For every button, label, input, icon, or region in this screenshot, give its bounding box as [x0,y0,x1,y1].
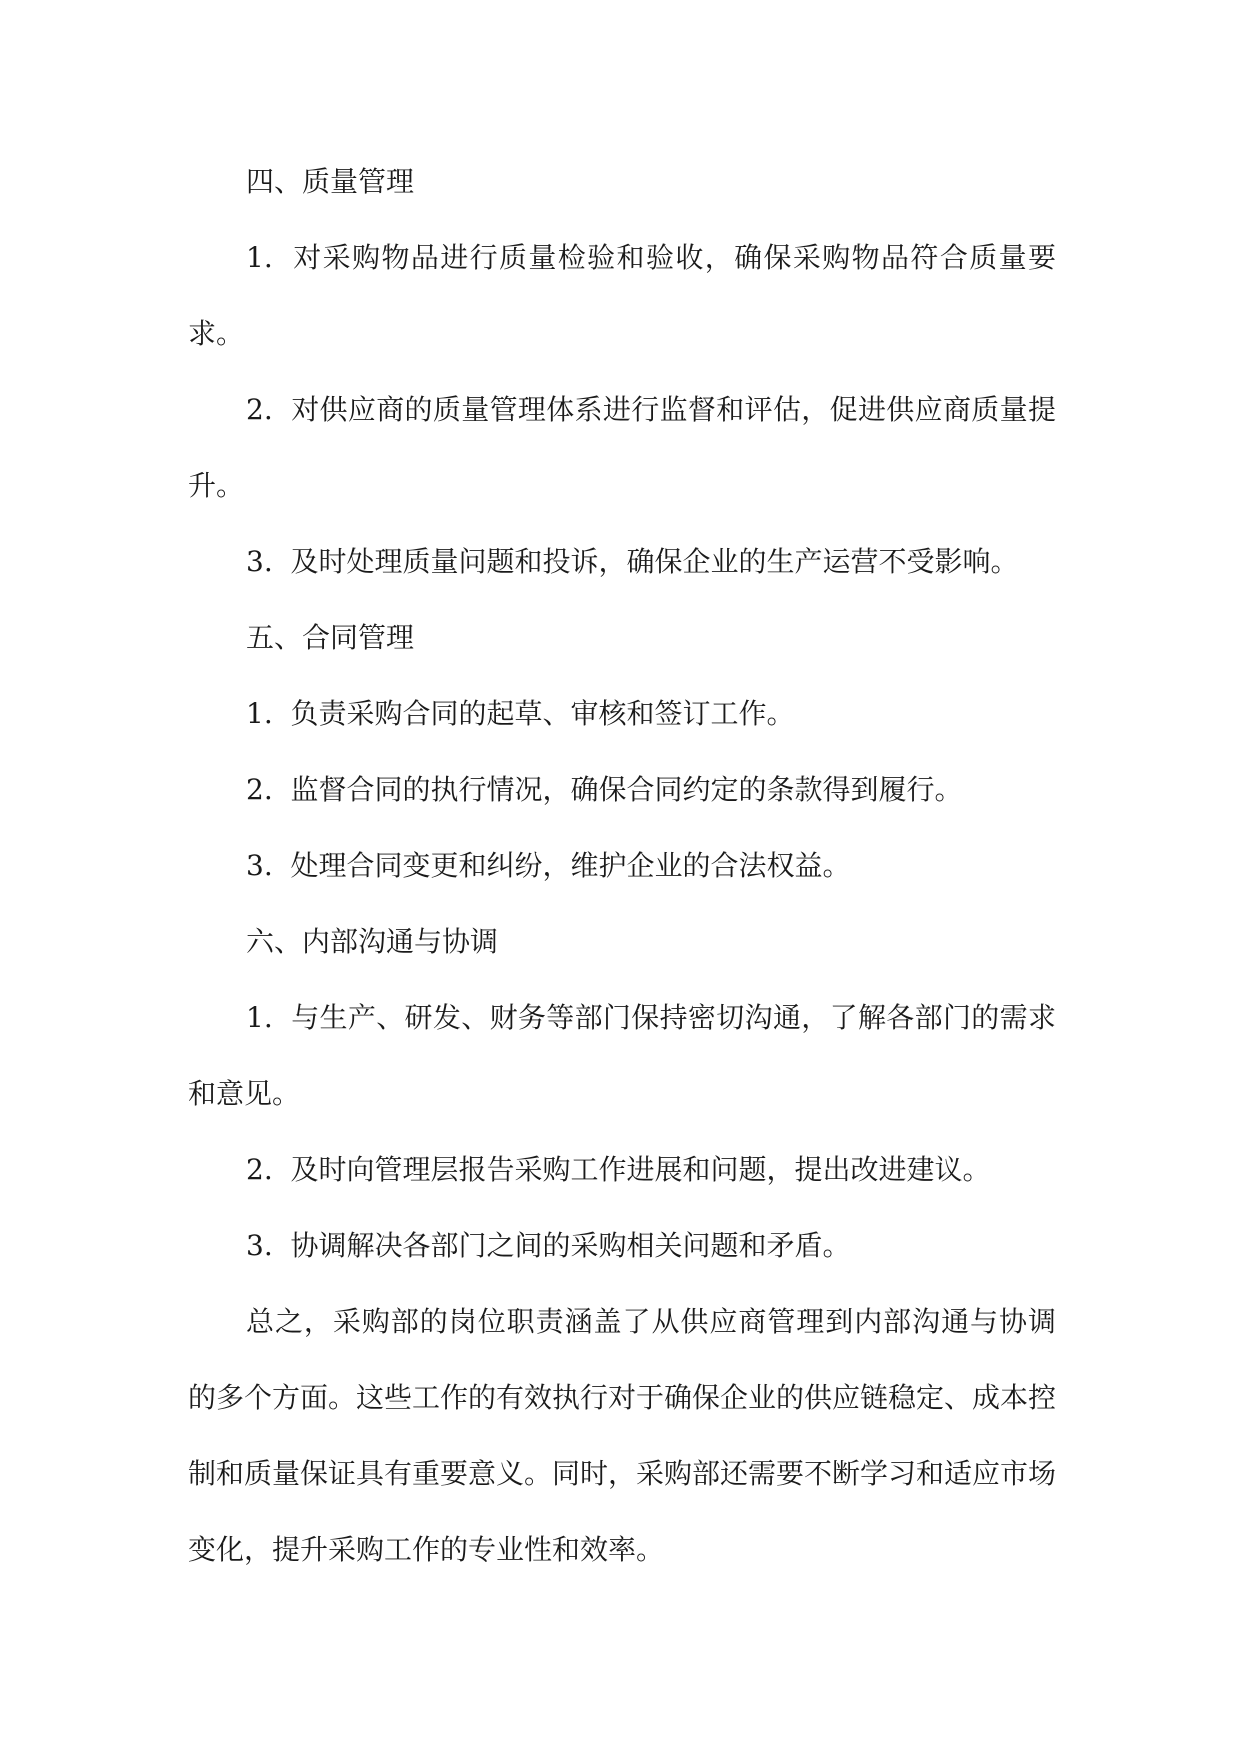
item-number: 1. [246,241,273,274]
section-heading: 四、质量管理 [246,165,415,198]
item-text: 负责采购合同的起草、审核和签订工作。 [290,697,795,730]
list-item [188,372,1056,524]
list-item [188,524,1056,600]
item-number: 3. [246,849,273,882]
item-number: 2. [246,773,273,806]
item-number: 2. [246,393,273,426]
item-number: 3. [246,545,273,578]
item-text: 及时向管理层报告采购工作进展和问题，提出改进建议。 [290,1153,991,1186]
item-text: 对供应商的质量管理体系进行监督和评估，促进供应商质量提升。 [188,393,1056,502]
item-text: 处理合同变更和纠纷，维护企业的合法权益。 [290,849,851,882]
conclusion-paragraph: 总之，采购部的岗位职责涵盖了从供应商管理到内部沟通与协调的多个方面。这些工作的有效执行对于确保企业的供应链稳定、成本控制和质量保证具有重要意义。同时，采购部还需要不断学习和适应市场变化，提升采购工作的专业性和效率。 [188,1305,1057,1566]
document-body [188,144,1056,1588]
list-item [188,1132,1056,1208]
item-number: 1. [246,1001,273,1034]
item-text: 对采购物品进行质量检验和验收，确保采购物品符合质量要求。 [188,241,1056,350]
list-item [188,1208,1056,1284]
item-number: 2. [246,1153,273,1186]
item-number: 1. [246,697,273,730]
item-text: 监督合同的执行情况，确保合同约定的条款得到履行。 [290,773,963,806]
section-heading: 六、内部沟通与协调 [246,925,499,958]
list-item [188,980,1056,1132]
section-heading: 五、合同管理 [246,621,415,654]
list-item [188,828,1056,904]
list-item [188,676,1056,752]
list-item [188,220,1056,372]
item-text: 及时处理质量问题和投诉，确保企业的生产运营不受影响。 [290,545,1019,578]
list-item [188,752,1056,828]
item-text: 协调解决各部门之间的采购相关问题和矛盾。 [290,1229,851,1262]
item-number: 3. [246,1229,273,1262]
item-text: 与生产、研发、财务等部门保持密切沟通，了解各部门的需求和意见。 [188,1001,1056,1110]
